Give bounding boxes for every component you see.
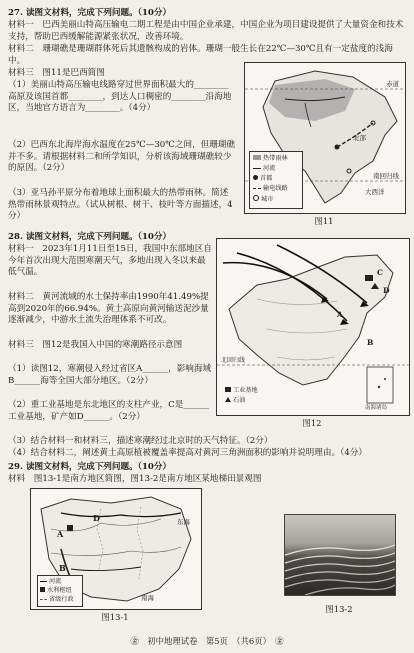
- legend-city: 城市: [260, 196, 274, 203]
- q27-material-2: 材料二 珊瑚礁是珊瑚群体死后其遗骸构成的岩体。珊瑚一般生长在22℃—30℃且有一定盐度的浅海中。: [8, 44, 393, 66]
- figure-13-1-caption: 图13-1: [101, 612, 129, 622]
- map-label-c: C: [377, 268, 383, 277]
- map-label-a: A: [337, 310, 343, 319]
- map-label-b: B: [367, 338, 374, 347]
- figure-13-2-caption: 图13-2: [325, 604, 353, 614]
- region-label: 北部: [353, 134, 366, 142]
- legend-industrial-base: 工业基地: [232, 387, 258, 394]
- east-sea-label: 东海: [177, 518, 190, 526]
- terrace-photo-drawing: [285, 515, 395, 595]
- map-13-label-b: B: [59, 563, 66, 573]
- q28-material-1: 材料一 2023年1月11日至15日，我国中东部地区自今年首次出现大范围寒潮天气，多地出现入冬以来最低气温。: [8, 244, 212, 278]
- q28-header: 28. 读图文材料，完成下列问题。（10分）: [8, 232, 172, 242]
- figure-13-1-south-china-map: [30, 488, 202, 610]
- q28-subquestion-2: （2）重工业基地是东北地区的支柱产业，C是______工业基地，矿产如D______。（2分）: [8, 400, 210, 422]
- q27-material-3: 材料三 图11是巴西简图: [8, 68, 105, 78]
- q29-header: 29. 读图文材料，完成下列问题。（10分）: [8, 462, 172, 472]
- figure-12-china-map: [216, 238, 410, 416]
- q28-material-2: 材料二 黄河流域的水土保持率由1990年41.49%提高到2020年的66.94%。黄土高原向黄河输送泥沙量逐渐减少，中游水土流失治理体系不可改。: [8, 292, 209, 326]
- legend-hydro-hub: 水利枢纽: [46, 587, 72, 594]
- q28-subquestion-3: （3）结合材料一和材料三，描述寒潮经过北京时的天气特征。（2分）: [8, 436, 273, 446]
- legend-oil: 石油: [232, 397, 246, 404]
- map-13-label-a: A: [57, 529, 64, 539]
- legend-river: 河流: [262, 165, 276, 172]
- figure-13-2-terrace-photo: [284, 514, 396, 596]
- map-label-d: D: [383, 286, 390, 295]
- map-13-label-d: D: [93, 513, 100, 523]
- figure-12-caption: 图12: [302, 418, 322, 428]
- q27-subquestion-1: （1）美丽山特高压输电线路穿过世界面积最大的________高原及该国首都________，到达人口稠密的________沿海地区，当地官方语言为________。（4分）: [8, 80, 232, 114]
- figure-11-brazil-map: [244, 62, 406, 214]
- tropic-of-cancer-label: 北回归线: [221, 357, 246, 364]
- south-sea-islands-label: 南海诸岛: [365, 405, 388, 411]
- q28-material-3: 材料三 图12是我国入中国的寒潮路径示意图: [8, 340, 183, 350]
- legend-province: 省级行政: [48, 596, 74, 603]
- tropic-label: 南回归线: [373, 172, 399, 180]
- page-footer: ㊎ 初中地理试卷 第5页 （共6页） ㊎: [130, 636, 284, 646]
- figure-11-caption: 图11: [314, 216, 334, 226]
- legend-capital: 首都: [259, 175, 273, 182]
- legend-rainforest: 热带雨林: [262, 155, 288, 162]
- legend-power-line: 输电线路: [262, 185, 288, 192]
- q27-header: 27. 读图文材料，完成下列问题。（10分）: [8, 8, 172, 18]
- q27-subquestion-2: （2）巴西东北海岸海水温度在25℃—30℃之间，但珊瑚礁并不多。请根据材料二和所学知识，分析该海域珊瑚礁较少的原因。（2分）: [8, 140, 236, 174]
- ocean-label: 大西洋: [365, 188, 385, 196]
- q29-material: 材料 图13-1是南方地区简图，图13-2是南方地区某地梯田景观图: [8, 474, 262, 484]
- figure-12-legend: [225, 385, 285, 409]
- equator-label: 赤道: [386, 80, 399, 88]
- q27-material-1: 材料一 巴西美丽山特高压输电二期工程是由中国企业承建，中国企业为项目建设提供了大量资金和技术支持，帮助巴西缓解能源紧张状况，改善环境。: [8, 20, 404, 42]
- q28-subquestion-4: （4）结合材料二，阐述黄土高原植被覆盖率提高对黄河三角洲面积的影响并说明理由。（4分）: [8, 448, 367, 458]
- legend-river-13: 河流: [48, 578, 62, 585]
- figure-11-legend: [249, 151, 303, 209]
- figure-13-1-legend: [37, 575, 83, 607]
- q27-subquestion-3: （3）亚马孙平原分布着地球上面积最大的热带雨林。简述热带雨林景观特点。（试从树根、树干、枝叶等方面描述，4分）: [8, 188, 233, 222]
- south-sea-label: 南海: [141, 594, 154, 602]
- q28-subquestion-1: （1）读图12，寒潮侵入经过省区A______，影响海域B______海等全国大部分地区。（2分）: [8, 364, 212, 386]
